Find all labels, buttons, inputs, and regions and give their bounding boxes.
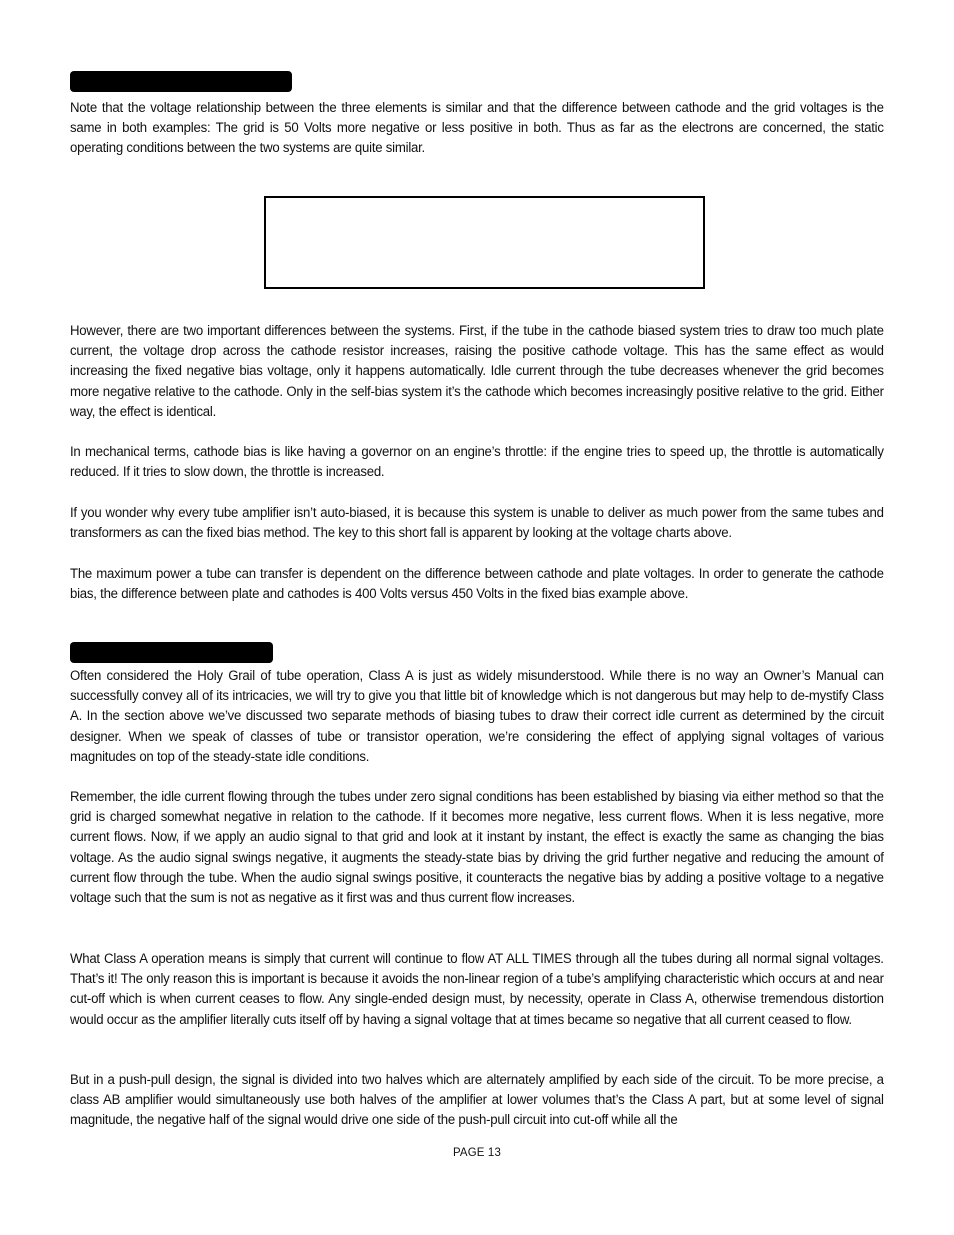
paragraph: But in a push-pull design, the signal is divided into two halves which are alternately amplified by each side of the circuit. To be more precise, a class AB amplifier would simultaneously use both halves of the amplifier at lower volumes that’s the Class A part, but at some level of signal magnitude, the negative half of the signal would drive one side of the push-pull circuit into cut-off while all the (70, 1072, 884, 1129)
paragraph: In mechanical terms, cathode bias is like having a governor on an engine’s throttle: if the engine tries to speed up, the throttle is automatically reduced. If it tries to slow down, the throttle is increased. (70, 444, 884, 481)
page-number: PAGE 13 (452, 1145, 502, 1159)
paragraph: Note that the voltage relationship between the three elements is similar and that the difference between cathode and the grid voltages is the same in both examples: The grid is 50 Volts more negative or less positive in both. Thus as far as the electrons are concerned, the static operating conditions between the two systems are quite similar. (70, 100, 884, 157)
paragraph: However, there are two important differences between the systems. First, if the tube in the cathode biased system tries to draw too much plate current, the voltage drop across the cathode resistor increases, raising the positive cathode voltage. This has the same effect as would increasing the fixed negative bias voltage, only it happens automatically. Idle current through the tube decreases whenever the grid becomes more negative relative to the cathode. Only in the self-bias system it’s the cathode which becomes increasingly positive relative to the grid. Either way, the effect is identical. (70, 323, 884, 420)
paragraph: If you wonder why every tube amplifier isn’t auto-biased, it is because this system is unable to deliver as much power from the same tubes and transformers as can the fixed bias method. The key to this short fall is apparent by looking at the voltage charts above. (70, 505, 884, 542)
paragraph: Often considered the Holy Grail of tube operation, Class A is just as widely misunderstood. While there is no way an Owner’s Manual can successfully convey all of its intricacies, we will try to give you that little bit of knowledge which is not dangerous but may help to de-mystify Class A. In the section above we’ve discussed two separate methods of biasing tubes to draw their correct idle current as determined by the circuit designer. When we speak of classes of tube or transistor operation, we’re considering the effect of applying signal voltages of various magnitudes on top of the steady-state idle conditions. (70, 668, 884, 765)
paragraph: The maximum power a tube can transfer is dependent on the difference between cathode and plate voltages. In order to generate the cathode bias, the difference between plate and cathodes is 400 Volts versus 450 Volts in the fixed bias example above. (70, 566, 884, 603)
paragraph: What Class A operation means is simply that current will continue to flow AT ALL TIMES through all the tubes during all normal signal voltages. That’s it! The only reason this is important is because it avoids the non-linear region of a tube’s amplifying characteristic which occurs at and near cut-off which is when current ceases to flow. Any single-ended design must, by necessity, operate in Class A, otherwise tremendous distortion would occur as the amplifier literally cuts itself off by having a signal voltage that at times became so negative that all current ceased to flow. (70, 951, 884, 1028)
section-heading-bar (70, 642, 273, 663)
section-heading-bar (70, 71, 292, 92)
paragraph: Remember, the idle current flowing through the tubes under zero signal conditions has been established by biasing via either method so that the grid is charged somewhat negative in relation to the cathode. If it becomes more negative, less current flows. When it is less negative, more current flows. Now, if we apply an audio signal to that grid and look at it instant by instant, the effect is exactly the same as changing the bias voltage. As the audio signal swings negative, it augments the steady-state bias by driving the grid further negative and reducing the amount of current flow through the tube. When the audio signal swings positive, it counteracts the negative bias by adding a positive voltage to a negative voltage such that the sum is not as negative as it first was and thus current flow increases. (70, 789, 884, 907)
voltage-chart-frame (264, 196, 705, 289)
